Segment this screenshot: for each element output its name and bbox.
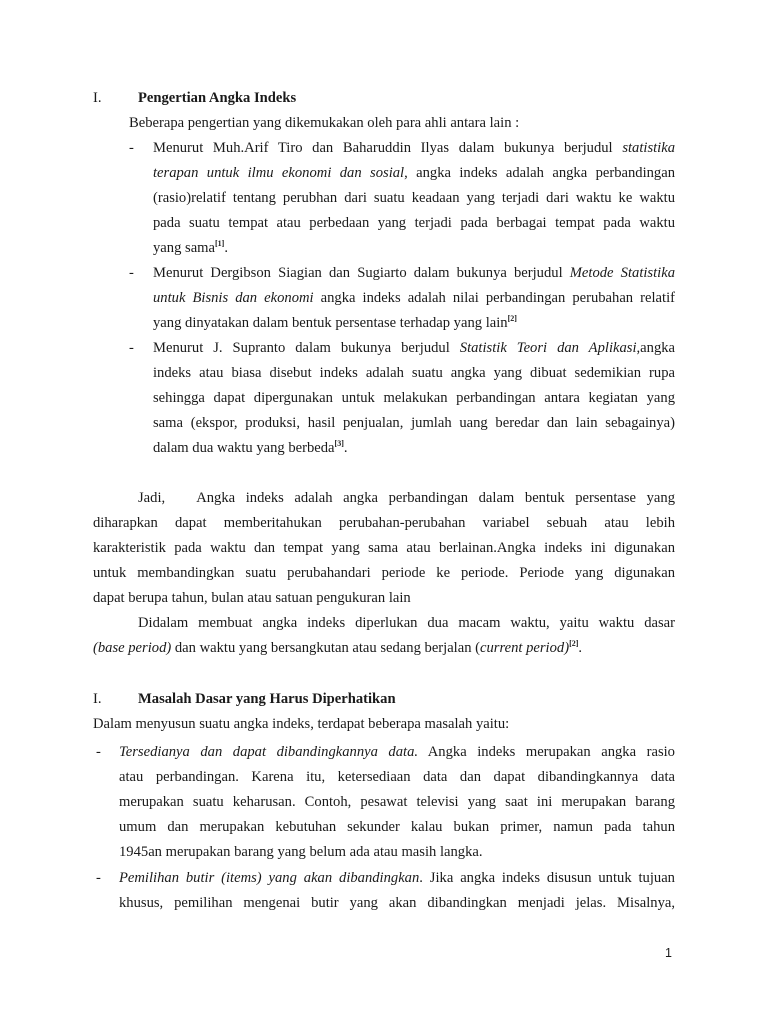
text-line: Pemilihan butir (items) yang akan dibandingkan. Jika angka indeks disusun untuk tujuan [119,870,675,886]
text-line: karakteristik pada waktu dan tempat yang sama atau berlainan.Angka indeks ini digunakan [93,540,675,556]
section-2-title: Masalah Dasar yang Harus Diperhatikan [138,691,396,707]
text-line: untuk membandingkan suatu perubahandari periode ke periode. Periode yang digunakan [93,565,675,581]
text-line: merupakan suatu keharusan. Contoh, pesawat televisi yang saat ini merupakan barang [119,794,675,810]
text-line: untuk Bisnis dan ekonomi angka indeks adalah nilai perbandingan perubahan relatif [153,290,675,306]
text-line: diharapkan dapat memberitahukan perubahan-perubahan variabel sebuah atau lebih [93,515,675,531]
footnote-ref[interactable]: [2] [569,639,579,648]
text-line: Tersedianya dan dapat dibandingkannya data. Angka indeks merupakan angka rasio [119,744,675,760]
bullet-dash: - [96,870,101,886]
text-line: Menurut Muh.Arif Tiro dan Baharuddin Ilyas dalam bukunya berjudul statistika [153,140,676,156]
text-line: Jadi, Angka indeks adalah angka perbandingan dalam bentuk persentase yang [138,490,675,506]
text-line: pada suatu tempat atau perbedaan yang terjadi pada berbagai tempat pada waktu [153,215,675,231]
text-line: 1945an merupakan barang yang belum ada atau masih langka. [119,844,483,860]
text-line: Menurut Dergibson Siagian dan Sugiarto dalam bukunya berjudul Metode Statistika [153,265,675,281]
text-line: atau perbandingan. Karena itu, ketersediaan data dan dapat dibandingkannya data [119,769,675,785]
bullet-dash: - [96,744,101,760]
section-2-intro: Dalam menyusun suatu angka indeks, terdapat beberapa masalah yaitu: [93,716,510,732]
text-line: umum dan merupakan kebutuhan sekunder kalau bukan primer, namun pada tahun [119,819,675,835]
text-line: (base period) dan waktu yang bersangkutan atau sedang berjalan (current period)[2]. [93,639,583,656]
bullet-dash: - [129,265,134,281]
section-1-intro: Beberapa pengertian yang dikemukakan oleh para ahli antara lain : [129,115,520,131]
footnote-ref[interactable]: [2] [507,314,517,323]
text-line: Menurut J. Supranto dalam bukunya berjudul Statistik Teori dan Aplikasi,angka [153,340,676,356]
text-line: sama (ekspor, produksi, hasil penjualan, jumlah uang beredar dan lain sebagainya) [153,415,675,431]
bullet-dash: - [129,340,134,356]
text-line: yang dinyatakan dalam bentuk persentase terhadap yang lain[2] [153,314,517,331]
text-line: khusus, pemilihan mengenai butir yang akan dibandingkan menjadi jelas. Misalnya, [119,895,675,911]
footnote-ref[interactable]: [1] [215,239,225,248]
text-line: sehingga dapat dipergunakan untuk melakukan perbandingan antara kegiatan yang [153,390,675,406]
text-line: dalam dua waktu yang berbeda[3]. [153,439,348,456]
text-line: yang sama[1]. [153,239,228,256]
section-1-title: Pengertian Angka Indeks [138,90,297,106]
text-line: Didalam membuat angka indeks diperlukan dua macam waktu, yaitu waktu dasar [138,615,675,631]
section-2-number: I. [93,691,102,707]
text-line: dapat berupa tahun, bulan atau satuan pengukuran lain [93,590,411,606]
footnote-ref[interactable]: [3] [334,439,344,448]
section-1-number: I. [93,90,102,106]
page-number: 1 [665,946,672,960]
text-line: (rasio)relatif tentang perubhan dari suatu keadaan yang terjadi dari waktu ke waktu [153,190,675,206]
text-line: indeks atau biasa disebut indeks adalah suatu angka yang dibuat sedemikian rupa [153,365,675,381]
text-line: terapan untuk ilmu ekonomi dan sosial, angka indeks adalah angka perbandingan [153,165,675,181]
bullet-dash: - [129,140,134,156]
